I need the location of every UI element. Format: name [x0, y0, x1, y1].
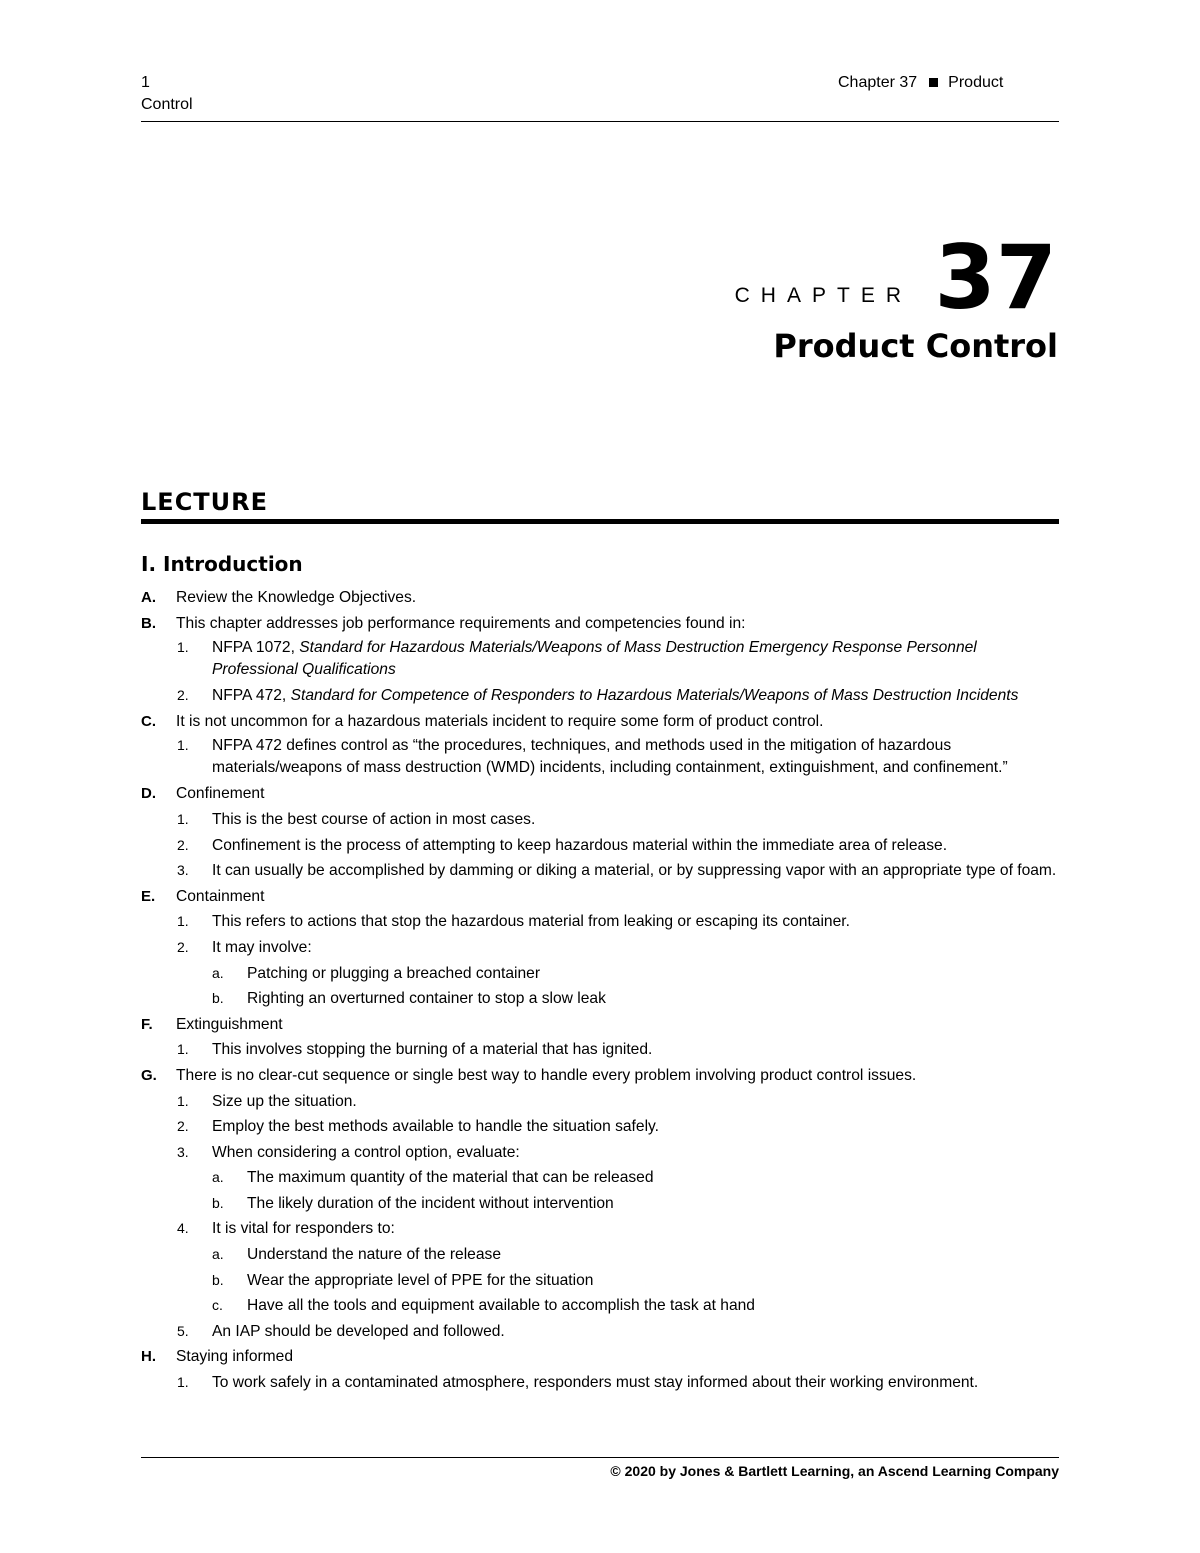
outline-item-level-2 [141, 1037, 1059, 1063]
standard-title: Standard for Competence of Responders to Hazardous Materials/Weapons of Mass Destruction Incidents [290, 687, 1019, 705]
lecture-heading: LECTURE [141, 488, 269, 516]
outline-label: 1. [177, 810, 189, 827]
outline-item-level-2 [141, 858, 1059, 884]
outline-item-level-3 [141, 1293, 1059, 1319]
outline-label: 5. [177, 1322, 189, 1339]
outline-text: Confinement is the process of attempting to keep hazardous material within the immediate area of release. [212, 836, 948, 854]
outline-item-level-2 [141, 1216, 1059, 1242]
outline-label: E. [141, 887, 156, 905]
outline-item-level-1 [141, 709, 1059, 735]
outline-label: c. [212, 1297, 223, 1314]
outline-item-level-1 [141, 585, 1059, 611]
outline-label: b. [212, 1194, 224, 1211]
outline-label: A. [141, 589, 156, 606]
outline-label: 3. [177, 862, 189, 879]
header-rule [141, 121, 1059, 122]
outline-item-level-2 [141, 1140, 1059, 1166]
outline-item-level-2 [141, 833, 1059, 859]
outline-label: 3. [177, 1143, 189, 1160]
outline-item-level-3 [141, 1268, 1059, 1294]
outline-label: 2. [177, 938, 189, 955]
outline-label: a. [212, 1169, 224, 1186]
outline-text: Patching or plugging a breached container [247, 964, 541, 982]
outline-text: NFPA 472, [212, 687, 291, 705]
square-bullet-icon [929, 78, 938, 87]
outline-text: This involves stopping the burning of a material that has ignited. [212, 1041, 653, 1059]
outline-label: C. [141, 712, 156, 730]
outline-text: The maximum quantity of the material that can be released [247, 1169, 654, 1187]
lecture-outline [141, 585, 1059, 1396]
outline-item-level-2 [141, 683, 1059, 709]
outline-item-level-1 [141, 884, 1059, 910]
outline-label: 1. [177, 1374, 189, 1391]
header-continuation: Control [141, 96, 193, 113]
outline-label: F. [141, 1015, 153, 1033]
outline-item-level-1 [141, 1012, 1059, 1038]
outline-label: a. [212, 964, 224, 981]
outline-text: Employ the best methods available to handle the situation safely. [212, 1118, 660, 1136]
outline-text: Staying informed [176, 1348, 294, 1366]
outline-text: Have all the tools and equipment available to accomplish the task at hand [247, 1297, 755, 1315]
outline-label: b. [212, 990, 224, 1007]
outline-text: Understand the nature of the release [247, 1246, 501, 1264]
outline-text: This refers to actions that stop the hazardous material from leaking or escaping its container. [212, 913, 850, 931]
outline-item-level-1 [141, 1344, 1059, 1370]
outline-label: a. [212, 1246, 224, 1263]
outline-label: 2. [177, 1118, 189, 1135]
outline-item-level-1 [141, 781, 1059, 807]
outline-item-level-2 [141, 1319, 1059, 1345]
outline-label: 1. [177, 737, 189, 754]
outline-item-level-3 [141, 1191, 1059, 1217]
outline-text: This is the best course of action in most cases. [212, 810, 536, 828]
outline-item-level-2 [141, 1089, 1059, 1115]
outline-label: 1. [177, 1041, 189, 1058]
outline-text: NFPA 1072, [212, 639, 300, 657]
chapter-label: CHAPTER [734, 284, 912, 307]
outline-item-level-2 [141, 807, 1059, 833]
outline-item-level-2 [141, 1114, 1059, 1140]
outline-label: 1. [177, 913, 189, 930]
outline-item-level-1 [141, 1063, 1059, 1089]
footer-rule [141, 1457, 1059, 1458]
outline-text: It is vital for responders to: [212, 1220, 395, 1238]
outline-text: Righting an overturned container to stop a slow leak [247, 990, 606, 1008]
outline-text: To work safely in a contaminated atmosphere, responders must stay informed about their working environment. [212, 1374, 979, 1392]
outline-item-level-2 [141, 935, 1059, 961]
outline-label: 1. [177, 1092, 189, 1109]
outline-label: 2. [177, 836, 189, 853]
running-header-right [838, 72, 1003, 94]
outline-label: 1. [177, 639, 189, 656]
outline-text: There is no clear-cut sequence or single best way to handle every problem involving product control issues. [176, 1066, 917, 1084]
outline-text: It may involve: [212, 938, 312, 956]
outline-label: B. [141, 614, 156, 632]
outline-text: Confinement [176, 785, 265, 803]
standard-title: Standard for Hazardous Materials/Weapons of Mass Destruction Emergency Response Personnel Professional Qualifications [212, 639, 977, 679]
outline-text: This chapter addresses job performance requirements and competencies found in: [176, 614, 746, 632]
outline-item-level-2 [141, 636, 1059, 683]
outline-label: b. [212, 1271, 224, 1288]
header-section-word: Product [948, 74, 1004, 91]
outline-label: H. [141, 1348, 156, 1366]
outline-text: Wear the appropriate level of PPE for the situation [247, 1271, 594, 1289]
outline-text: It is not uncommon for a hazardous materials incident to require some form of product control. [176, 712, 824, 730]
outline-label: 4. [177, 1220, 189, 1237]
outline-text: NFPA 472 defines control as “the procedures, techniques, and methods used in the mitigation of hazardous materials/weapons of mass destruction (WMD) incidents, including containment, extinguishment, and confinement.” [212, 737, 1008, 777]
outline-text: The likely duration of the incident without intervention [247, 1194, 614, 1212]
outline-text: Extinguishment [176, 1015, 283, 1033]
outline-text: It can usually be accomplished by damming or diking a material, or by suppressing vapor with an appropriate type of foam. [212, 862, 1057, 880]
outline-text: When considering a control option, evaluate: [212, 1143, 520, 1161]
outline-label: D. [141, 785, 156, 803]
header-chapter: Chapter 37 [838, 74, 918, 91]
chapter-title: Product Control [773, 327, 1058, 365]
copyright-footer: © 2020 by Jones & Bartlett Learning, an Ascend Learning Company [610, 1463, 1059, 1479]
page-number: 1 [141, 74, 150, 91]
outline-item-level-2 [141, 909, 1059, 935]
outline-item-level-3 [141, 961, 1059, 987]
outline-item-level-2 [141, 734, 1059, 781]
running-header-left [141, 72, 193, 116]
outline-text: Containment [176, 887, 265, 905]
chapter-number: 37 [934, 226, 1057, 329]
section-heading: I. Introduction [141, 552, 303, 576]
outline-item-level-2 [141, 1370, 1059, 1396]
outline-item-level-3 [141, 1242, 1059, 1268]
outline-item-level-1 [141, 611, 1059, 637]
outline-item-level-3 [141, 986, 1059, 1012]
outline-item-level-3 [141, 1165, 1059, 1191]
outline-label: G. [141, 1066, 157, 1084]
outline-text: An IAP should be developed and followed. [212, 1322, 505, 1340]
outline-text: Size up the situation. [212, 1092, 357, 1110]
lecture-rule [141, 519, 1059, 524]
outline-text: Review the Knowledge Objectives. [176, 589, 417, 606]
outline-label: 2. [177, 687, 189, 704]
